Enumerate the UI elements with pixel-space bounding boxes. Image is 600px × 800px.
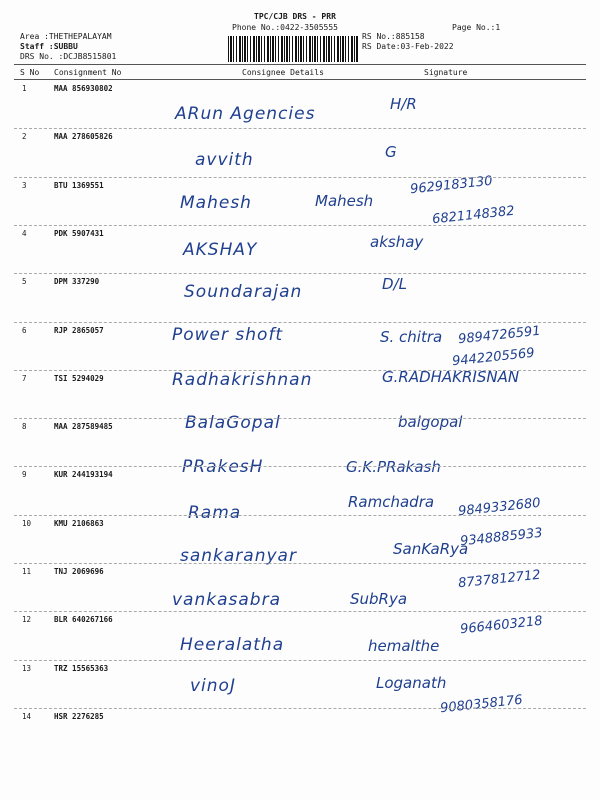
consignee-name: sankaranyar — [180, 546, 297, 566]
consignee-name: ARun Agencies — [175, 104, 316, 124]
row-number: 12 — [22, 615, 32, 625]
signature: akshay — [370, 233, 424, 251]
consignment-number: BTU 1369551 — [54, 180, 104, 190]
signature: Loganath — [376, 674, 447, 692]
consignment-number: MAA 856930802 — [54, 84, 113, 93]
row-number: 1 — [22, 84, 27, 93]
row-number: 11 — [22, 567, 32, 576]
phone-note: 9348885933 — [459, 525, 544, 550]
signature: G.K.PRakash — [346, 458, 441, 476]
consignee-name: Soundarajan — [184, 282, 303, 302]
drs-number: DRS No. :DCJB8515801 — [20, 52, 117, 61]
consignment-number: TRZ 15565363 — [54, 663, 109, 673]
signature: Mahesh — [315, 192, 374, 210]
row-divider — [14, 177, 586, 178]
row-number: 13 — [22, 663, 32, 673]
consignee-name: Radhakrishnan — [172, 370, 313, 390]
area-label: Area :THETHEPALAYAM — [20, 32, 112, 41]
phone-note: 9664603218 — [459, 613, 544, 638]
row-divider — [14, 515, 586, 516]
row-number: 5 — [22, 277, 27, 287]
phone-note: 9629183130 — [409, 173, 494, 198]
phone-note: 8737812712 — [457, 567, 542, 592]
row-number: 10 — [22, 518, 32, 528]
consignment-number: HSR 2276285 — [54, 711, 104, 721]
consignee-name: Heeralatha — [180, 635, 285, 655]
signature: S. chitra — [380, 328, 443, 346]
row-divider — [14, 466, 586, 467]
consignee-name: BalaGopal — [185, 413, 281, 433]
col-consignee: Consignee Details — [242, 68, 324, 77]
header-rule-top — [14, 64, 586, 65]
consignee-name: AKSHAY — [183, 240, 258, 260]
row-divider — [14, 322, 586, 323]
row-divider — [14, 370, 586, 371]
row-divider — [14, 708, 586, 709]
row-divider — [14, 225, 586, 226]
col-consignment: Consignment No — [54, 68, 122, 77]
consignment-number: KMU 2106863 — [54, 518, 104, 528]
signature: SubRya — [350, 590, 408, 608]
header-rule-bottom — [14, 79, 586, 80]
row-number: 3 — [22, 180, 27, 190]
row-divider — [14, 273, 586, 274]
row-number: 7 — [22, 373, 27, 383]
row-number: 14 — [22, 711, 32, 721]
consignment-number: RJP 2865057 — [54, 325, 104, 335]
row-number: 9 — [22, 470, 27, 480]
rs-date: RS Date:03-Feb-2022 — [362, 42, 454, 51]
consignee-name: vinoJ — [190, 676, 236, 696]
row-divider — [14, 611, 586, 612]
col-sno: S No — [20, 68, 40, 77]
row-divider — [14, 128, 586, 129]
consignee-name: Rama — [188, 503, 242, 523]
row-divider — [14, 660, 586, 661]
consignment-number: MAA 287589485 — [54, 422, 113, 432]
row-divider — [14, 418, 586, 419]
document-title: TPC/CJB DRS - PRR — [254, 12, 336, 21]
signature: G — [385, 143, 397, 161]
consignee-name: Power shoft — [172, 325, 284, 345]
consignee-name: avvith — [195, 150, 254, 170]
phone-note: 9442205569 — [451, 345, 536, 370]
consignee-name: Mahesh — [180, 193, 252, 213]
phone-number: Phone No.:0422-3505555 — [232, 23, 338, 32]
row-divider — [14, 563, 586, 564]
consignment-number: TNJ 2069696 — [54, 567, 104, 576]
consignment-number: MAA 278605826 — [54, 132, 113, 142]
row-number: 8 — [22, 422, 27, 432]
signature: D/L — [382, 275, 407, 293]
consignee-name: vankasabra — [172, 590, 281, 610]
signature: Ramchadra — [348, 493, 435, 511]
col-signature: Signature — [424, 68, 468, 77]
signature: balgopal — [398, 413, 463, 431]
phone-note: 9849332680 — [457, 495, 542, 520]
signature: hemalthe — [368, 637, 440, 655]
phone-note: 9080358176 — [439, 692, 524, 717]
consignment-number: PDK 5907431 — [54, 228, 104, 238]
row-number: 4 — [22, 228, 27, 238]
staff-label: Staff :SUBBU — [20, 42, 78, 51]
consignment-number: TSI 5294029 — [54, 373, 104, 383]
consignee-name: PRakesH — [182, 457, 264, 477]
signature: H/R — [390, 95, 417, 113]
consignment-number: BLR 640267166 — [54, 615, 113, 625]
signature: G.RADHAKRISNAN — [382, 368, 520, 386]
phone-note: 6821148382 — [431, 203, 516, 228]
signature: SanKaRya — [393, 540, 469, 558]
page-number: Page No.:1 — [452, 23, 501, 32]
consignment-number: KUR 244193194 — [54, 470, 113, 480]
barcode — [228, 36, 358, 62]
row-number: 2 — [22, 132, 27, 142]
phone-note: 9894726591 — [457, 323, 542, 348]
row-number: 6 — [22, 325, 27, 335]
rs-number: RS No.:885158 — [362, 32, 425, 41]
consignment-number: DPM 337290 — [54, 277, 100, 287]
